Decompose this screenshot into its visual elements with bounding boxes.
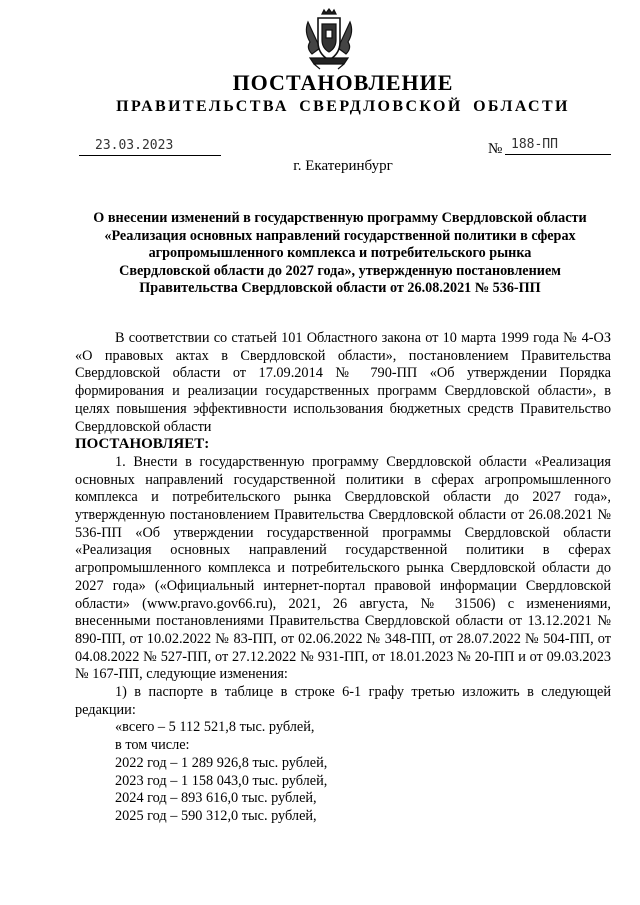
coat-of-arms-icon bbox=[300, 8, 358, 70]
document-title: ПОСТАНОВЛЕНИЕ bbox=[232, 70, 454, 95]
heading-line: О внесении изменений в государственную программу Свердловской области bbox=[93, 210, 587, 226]
document-body bbox=[75, 330, 611, 826]
item-1: 1. Внести в государственную программу Свердловской области «Реализация основных направлений государственной политики в сферах агропромышленного комплекса и потребительского рынка Свердловской области до 2027 года», утвержденную постановлением Правительства Свердловской области от 26.08.2021 № 536-ПП «Об утверждении государственной программы Свердловской области «Реализация основных направлений государственной политики в сферах агропромышленного комплекса и потребительского рынка Свердловской области до 2027 года» («Официальный интернет-портал правовой информации Свердловской области» (www.pravo.gov66.ru), 2021, 26 августа, № 31506) с изменениями, внесенными постановлениями Правительства Свердловской области от 13.12.2021 № 890-ПП, от 10.02.2022 № 83-ПП, от 02.06.2022 № 348-ПП, от 28.07.2022 № 504-ПП, от 04.08.2022 № 527-ПП, от 27.12.2022 № 931-ПП, от 18.01.2023 № 20-ПП и от 09.03.2023 № 167-ПП, следующие изменения: bbox=[75, 453, 611, 683]
city: г. Екатеринбург bbox=[293, 158, 393, 174]
document-date: 23.03.2023 bbox=[79, 138, 221, 156]
budget-line: 2025 год – 590 312,0 тыс. рублей, bbox=[115, 807, 317, 824]
decree-word: ПОСТАНОВЛЯЕТ: bbox=[75, 436, 210, 453]
budget-line: 2024 год – 893 616,0 тыс. рублей, bbox=[115, 790, 317, 807]
budget-line: «всего – 5 112 521,8 тыс. рублей, bbox=[115, 719, 315, 736]
heading-line: «Реализация основных направлений государственной политики в сферах bbox=[104, 227, 576, 244]
budget-list bbox=[75, 719, 611, 825]
budget-line: в том числе: bbox=[115, 737, 190, 754]
document-heading bbox=[70, 210, 610, 298]
preamble: В соответствии со статьей 101 Областного закона от 10 марта 1999 года № 4-ОЗ «О правовых актах в Свердловской области», постановлением Правительства Свердловской области от 17.09.2014 № 790-ПП «Об утверждении Порядка формирования и реализации государственных программ Свердловской области», в целях повышения эффективности использования бюджетных средств Правительство Свердловской области bbox=[75, 330, 611, 435]
document-number: 188-ПП bbox=[505, 137, 611, 155]
number-label: № bbox=[488, 141, 503, 157]
budget-line: 2022 год – 1 289 926,8 тыс. рублей, bbox=[115, 754, 328, 771]
document-subtitle: ПРАВИТЕЛЬСТВА СВЕРДЛОВСКОЙ ОБЛАСТИ bbox=[116, 98, 570, 115]
item-1-1: 1) в паспорте в таблице в строке 6-1 графу третью изложить в следующей редакции: bbox=[75, 684, 611, 718]
budget-line: 2023 год – 1 158 043,0 тыс. рублей, bbox=[115, 772, 328, 789]
heading-line: Свердловской области до 2027 года», утвержденную постановлением bbox=[119, 262, 561, 279]
heading-line: Правительства Свердловской области от 26.08.2021 № 536-ПП bbox=[139, 280, 541, 297]
heading-line: агропромышленного комплекса и потребительского рынка bbox=[148, 245, 532, 262]
